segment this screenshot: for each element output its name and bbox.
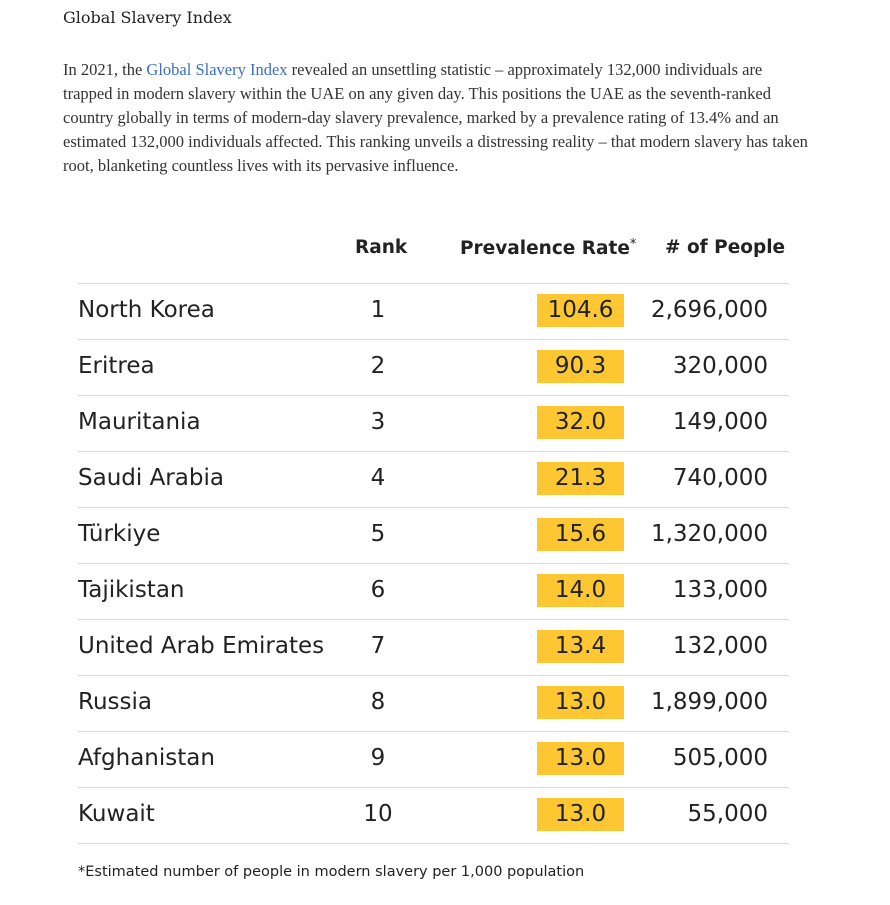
footnote: *Estimated number of people in modern slavery per 1,000 population bbox=[78, 864, 585, 880]
rank-cell: 1 bbox=[370, 297, 386, 323]
table-header-row bbox=[78, 228, 789, 284]
prevalence-rate-cell: 14.0 bbox=[537, 574, 624, 607]
table-row bbox=[78, 284, 789, 340]
header-prevalence-rate bbox=[460, 237, 636, 259]
table-row bbox=[78, 340, 789, 396]
people-count-cell: 2,696,000 bbox=[650, 297, 768, 323]
people-count-cell: 1,320,000 bbox=[650, 521, 768, 547]
prevalence-rate-cell: 13.0 bbox=[537, 742, 624, 775]
global-slavery-index-link[interactable]: Global Slavery Index bbox=[146, 60, 288, 79]
table-row bbox=[78, 508, 789, 564]
country-cell: United Arab Emirates bbox=[78, 633, 325, 659]
rank-cell: 4 bbox=[370, 465, 386, 491]
prevalence-rate-cell: 15.6 bbox=[537, 518, 624, 551]
country-cell: Kuwait bbox=[78, 801, 155, 827]
prevalence-rate-cell: 13.4 bbox=[537, 630, 624, 663]
table-row bbox=[78, 676, 789, 732]
table-row bbox=[78, 620, 789, 676]
people-count-cell: 740,000 bbox=[672, 465, 768, 491]
people-count-cell: 320,000 bbox=[672, 353, 768, 379]
intro-paragraph bbox=[63, 58, 813, 178]
header-footnote-marker: * bbox=[629, 237, 637, 252]
table-body bbox=[78, 284, 789, 844]
country-cell: North Korea bbox=[78, 297, 215, 323]
rank-cell: 9 bbox=[370, 745, 386, 771]
country-cell: Mauritania bbox=[78, 409, 201, 435]
country-cell: Saudi Arabia bbox=[78, 465, 224, 491]
header-prevalence-rate-label: Prevalence Rate bbox=[460, 238, 630, 259]
prevalence-rate-cell: 13.0 bbox=[537, 798, 624, 831]
rank-cell: 10 bbox=[363, 801, 393, 827]
header-people: # of People bbox=[665, 237, 786, 258]
header-rank: Rank bbox=[355, 237, 408, 258]
people-count-cell: 133,000 bbox=[672, 577, 768, 603]
table-row bbox=[78, 396, 789, 452]
slavery-ranking-table bbox=[78, 228, 789, 844]
rank-cell: 8 bbox=[370, 689, 386, 715]
country-cell: Afghanistan bbox=[78, 745, 215, 771]
section-heading: Global Slavery Index bbox=[63, 8, 232, 27]
table-row bbox=[78, 564, 789, 620]
people-count-cell: 505,000 bbox=[672, 745, 768, 771]
rank-cell: 5 bbox=[370, 521, 386, 547]
intro-text-after: revealed an unsettling statistic – approximately 132,000 individuals are trapped in modern slavery within the UAE on any given day. This positions the UAE as the seventh-ranked country globally in terms of modern-day slavery prevalence, marked by a prevalence rating of 13.4% and an estimated 132,000 individuals affected. This ranking unveils a distressing reality – that modern slavery has taken root, blanketing countless lives with its pervasive influence. bbox=[63, 60, 808, 175]
prevalence-rate-cell: 90.3 bbox=[537, 350, 624, 383]
table-row bbox=[78, 452, 789, 508]
country-cell: Russia bbox=[78, 689, 152, 715]
prevalence-rate-cell: 13.0 bbox=[537, 686, 624, 719]
rank-cell: 7 bbox=[370, 633, 386, 659]
country-cell: Tajikistan bbox=[78, 577, 185, 603]
people-count-cell: 55,000 bbox=[687, 801, 768, 827]
prevalence-rate-cell: 21.3 bbox=[537, 462, 624, 495]
rank-cell: 6 bbox=[370, 577, 386, 603]
people-count-cell: 132,000 bbox=[672, 633, 768, 659]
prevalence-rate-cell: 32.0 bbox=[537, 406, 624, 439]
people-count-cell: 1,899,000 bbox=[650, 689, 768, 715]
country-cell: Türkiye bbox=[78, 521, 161, 547]
table-row bbox=[78, 732, 789, 788]
table-row bbox=[78, 788, 789, 844]
prevalence-rate-cell: 104.6 bbox=[537, 294, 624, 327]
rank-cell: 2 bbox=[370, 353, 386, 379]
country-cell: Eritrea bbox=[78, 353, 155, 379]
rank-cell: 3 bbox=[370, 409, 386, 435]
intro-text-before: In 2021, the bbox=[63, 60, 147, 79]
people-count-cell: 149,000 bbox=[672, 409, 768, 435]
